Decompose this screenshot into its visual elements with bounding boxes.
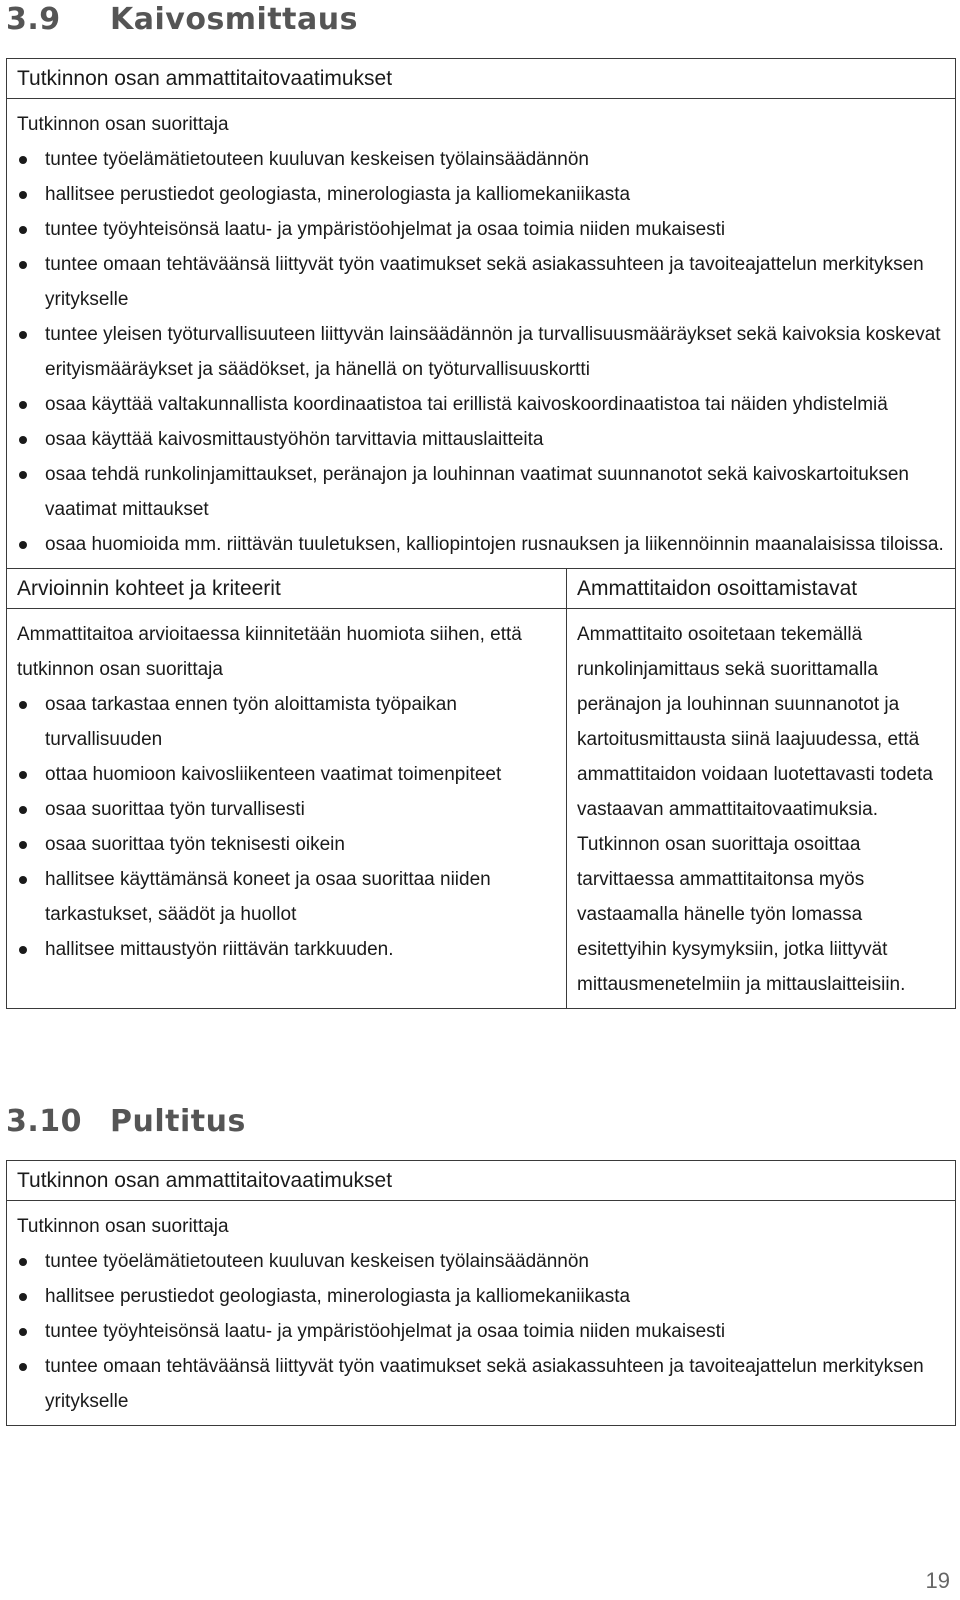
list-item: osaa huomioida mm. riittävän tuuletuksen, kalliopintojen rusnauksen ja liikennöinnin maanalaisissa tiloissa. [17, 527, 945, 562]
section-number: 3.9 [6, 2, 61, 37]
list-item: hallitsee perustiedot geologiasta, minerologiasta ja kalliomekaniikasta [17, 177, 945, 212]
demonstration-column [567, 569, 955, 1008]
assessment-list [17, 687, 556, 967]
requirements-list [17, 1244, 945, 1419]
demonstration-header: Ammattitaidon osoittamistavat [567, 569, 955, 609]
list-item: tuntee työyhteisönsä laatu- ja ympäristöohjelmat ja osaa toimia niiden mukaisesti [17, 1314, 945, 1349]
list-item: hallitsee käyttämänsä koneet ja osaa suorittaa niiden tarkastukset, säädöt ja huollot [17, 862, 556, 932]
list-item: tuntee yleisen työturvallisuuteen liittyvän lainsäädännön ja turvallisuusmääräykset sekä kaivoksia koskevat erityismääräykset ja säädökset, ja hänellä on työturvallisuuskortti [17, 317, 945, 387]
list-item: tuntee työelämätietouteen kuuluvan keskeisen työlainsäädännön [17, 142, 945, 177]
section-number: 3.10 [6, 1104, 83, 1139]
section-title [6, 2, 358, 37]
assessment-header: Arvioinnin kohteet ja kriteerit [7, 569, 566, 609]
requirements-intro: Tutkinnon osan suorittaja [17, 1216, 229, 1237]
list-item: hallitsee perustiedot geologiasta, minerologiasta ja kalliomekaniikasta [17, 1279, 945, 1314]
list-item: tuntee omaan tehtäväänsä liittyvät työn vaatimukset sekä asiakassuhteen ja tavoiteajattelun merkityksen yritykselle [17, 247, 945, 317]
section-title [6, 1104, 246, 1139]
list-item: osaa käyttää valtakunnallista koordinaatistoa tai erillistä kaivoskoordinaatistoa tai näiden yhdistelmiä [17, 387, 945, 422]
list-item: tuntee omaan tehtäväänsä liittyvät työn vaatimukset sekä asiakassuhteen ja tavoiteajattelun merkityksen yritykselle [17, 1349, 945, 1419]
list-item: osaa suorittaa työn turvallisesti [17, 792, 556, 827]
section-heading: Kaivosmittaus [110, 2, 358, 37]
section-heading: Pultitus [110, 1104, 246, 1139]
assessment-column [7, 569, 567, 1008]
list-item: tuntee työyhteisönsä laatu- ja ympäristöohjelmat ja osaa toimia niiden mukaisesti [17, 212, 945, 247]
list-item: hallitsee mittaustyön riittävän tarkkuuden. [17, 932, 556, 967]
assessment-intro: Ammattitaitoa arvioitaessa kiinnitetään huomiota siihen, että tutkinnon osan suorittaja [17, 624, 522, 680]
list-item: ottaa huomioon kaivosliikenteen vaatimat toimenpiteet [17, 757, 556, 792]
list-item: osaa tarkastaa ennen työn aloittamista työpaikan turvallisuuden [17, 687, 556, 757]
requirements-header: Tutkinnon osan ammattitaitovaatimukset [7, 1161, 955, 1201]
list-item: osaa käyttää kaivosmittaustyöhön tarvittavia mittauslaitteita [17, 422, 945, 457]
requirements-intro: Tutkinnon osan suorittaja [17, 114, 229, 135]
list-item: osaa tehdä runkolinjamittaukset, peränajon ja louhinnan vaatimat suunnanotot sekä kaivoskartoituksen vaatimat mittaukset [17, 457, 945, 527]
page-number: 19 [925, 1568, 950, 1593]
requirements-box [6, 1160, 956, 1426]
requirements-header: Tutkinnon osan ammattitaitovaatimukset [7, 59, 955, 99]
list-item: osaa suorittaa työn teknisesti oikein [17, 827, 556, 862]
demonstration-text: Ammattitaito osoitetaan tekemällä runkolinjamittaus sekä suorittamalla peränajon ja louhinnan suunnanotot ja kartoitusmittausta siinä laajuudessa, että ammattitaidon voidaan luotettavasti todeta vastaavan ammattitaitovaatimuksia. Tutkinnon osan suorittaja osoittaa tarvittaessa ammattitaitonsa myös vastaamalla hänelle työn lomassa esitettyihin kysymyksiin, jotka liittyvät mittausmenetelmiin ja mittauslaitteisiin. [577, 624, 933, 995]
list-item: tuntee työelämätietouteen kuuluvan keskeisen työlainsäädännön [17, 1244, 945, 1279]
requirements-list [17, 142, 945, 562]
requirements-box [6, 58, 956, 1009]
